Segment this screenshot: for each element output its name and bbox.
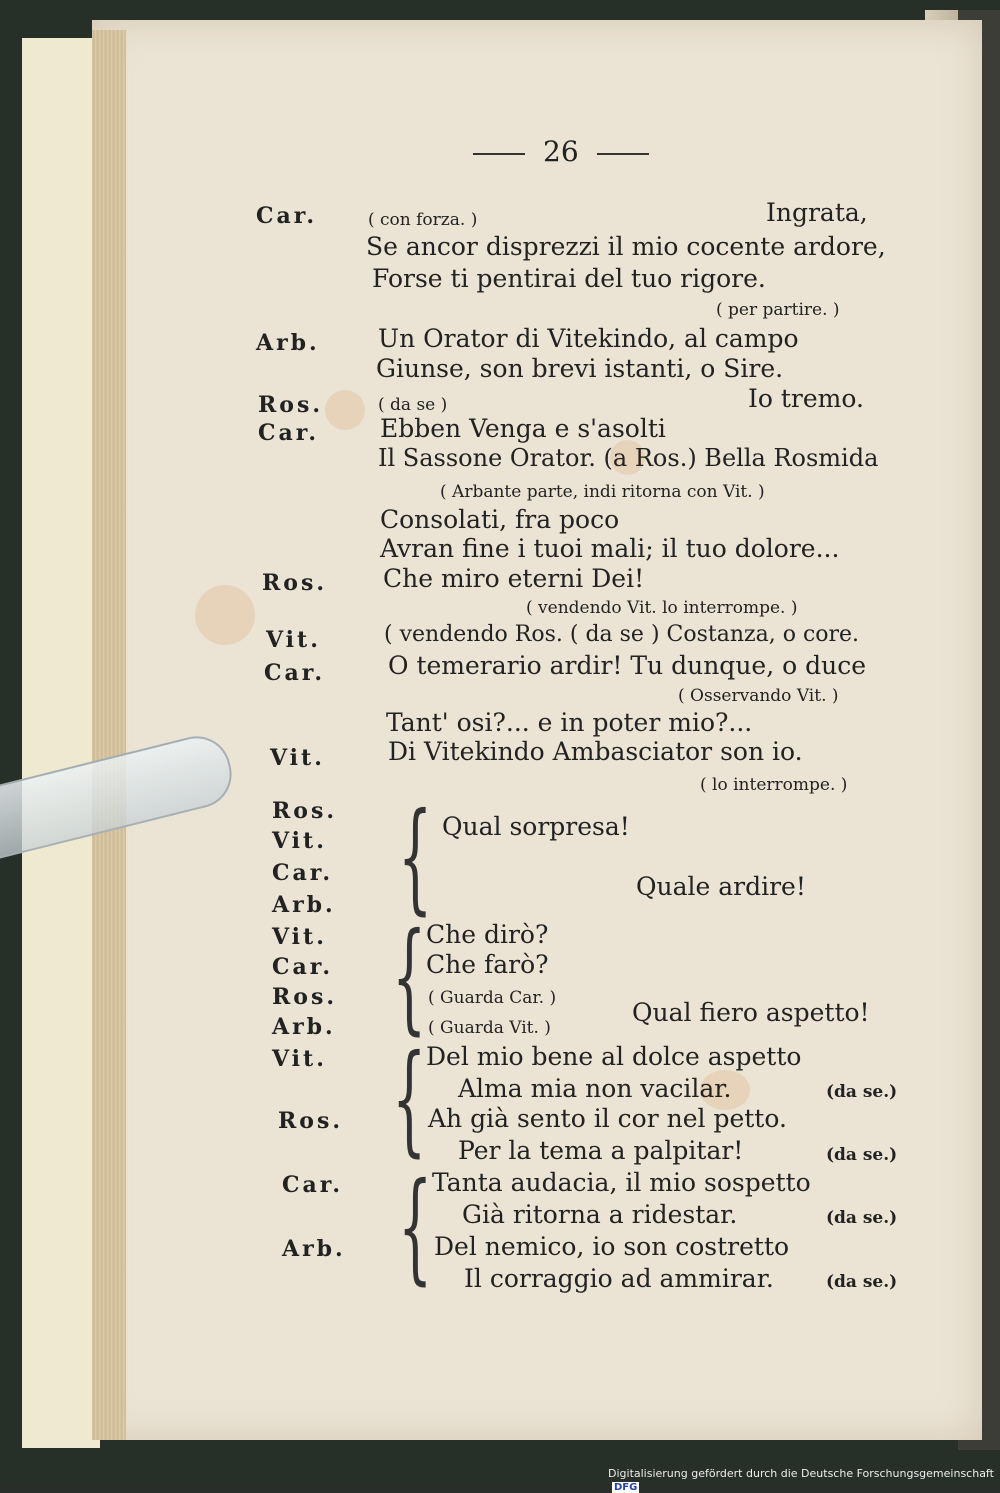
verse-line: Ebben Venga e s'asolti (380, 414, 666, 443)
speaker-label: Vit. (272, 828, 327, 854)
speaker-label: Car. (258, 420, 319, 446)
speaker-label: Vit. (272, 924, 327, 950)
speaker-label: Vit. (272, 1046, 327, 1072)
stage-direction: ( Guarda Car. ) (428, 988, 557, 1008)
speaker-label: Car. (282, 1172, 343, 1198)
digitization-credit: Digitalisierung gefördert durch die Deutsche ForschungsgemeinschaftDFG (608, 1467, 994, 1493)
verse-line: Già ritorna a ridestar. (462, 1200, 738, 1229)
stage-direction: ( da se ) (378, 395, 448, 415)
speaker-label: Vit. (266, 627, 321, 653)
verse-line: Consolati, fra poco (380, 505, 620, 534)
verse-line: Il Sassone Orator. (a Ros.) Bella Rosmida (378, 444, 879, 472)
verse-line: Se ancor disprezzi il mio cocente ardore, (366, 232, 886, 261)
page-number: 26 (455, 135, 667, 168)
verse-line: O temerario ardir! Tu dunque, o duce (388, 651, 867, 680)
facing-page-strip (22, 38, 100, 1448)
stage-direction: (da se.) (826, 1272, 898, 1292)
stage-direction: (da se.) (826, 1082, 898, 1102)
verse-line: Del nemico, io son costretto (434, 1232, 790, 1261)
verse-line: Del mio bene al dolce aspetto (426, 1042, 802, 1071)
stage-direction: ( per partire. ) (716, 300, 840, 320)
speaker-label: Ros. (262, 570, 328, 596)
verse-line: Un Orator di Vitekindo, al campo (378, 324, 799, 353)
speaker-label: Car. (272, 954, 333, 980)
paper-stain (325, 390, 365, 430)
speaker-label: Arb. (272, 892, 336, 918)
verse-line: Quale ardire! (636, 872, 806, 901)
verse-line: ( vendendo Ros. ( da se ) Costanza, o core. (384, 622, 860, 647)
verse-line: Di Vitekindo Ambasciator son io. (388, 737, 803, 766)
verse-line: Ah già sento il cor nel petto. (428, 1104, 787, 1133)
stage-direction: ( vendendo Vit. lo interrompe. ) (526, 598, 798, 618)
verse-line: Il corraggio ad ammirar. (464, 1264, 774, 1293)
verse-line: Che dirò? (426, 920, 549, 949)
stage-direction: ( Arbante parte, indi ritorna con Vit. ) (440, 482, 765, 502)
speaker-label: Vit. (270, 745, 325, 771)
speaker-label: Ros. (272, 798, 338, 824)
speaker-label: Ros. (278, 1108, 344, 1134)
stage-direction: ( Guarda Vit. ) (428, 1018, 551, 1038)
verse-line: Qual fiero aspetto! (632, 998, 870, 1027)
speaker-label: Car. (272, 860, 333, 886)
speaker-label: Arb. (272, 1014, 336, 1040)
ensemble-brace: { (398, 1158, 433, 1297)
verse-line: Io tremo. (748, 384, 864, 413)
speaker-label: Arb. (256, 330, 320, 356)
page-stack-edge (92, 30, 126, 1440)
ensemble-brace: { (392, 1030, 427, 1169)
verse-line: Che farò? (426, 950, 549, 979)
verse-line: Alma mia non vacilar. (458, 1074, 732, 1103)
verse-line: Tanta audacia, il mio sospetto (432, 1168, 811, 1197)
stage-direction: ( Osservando Vit. ) (678, 686, 839, 706)
speaker-label: Arb. (282, 1236, 346, 1262)
verse-line: Per la tema a palpitar! (458, 1136, 744, 1165)
dfg-logo: DFG (614, 1482, 638, 1493)
verse-line: Qual sorpresa! (442, 812, 630, 841)
stage-direction: (da se.) (826, 1208, 898, 1228)
speaker-label: Ros. (272, 984, 338, 1010)
speaker-label: Car. (256, 203, 317, 229)
stage-direction: ( con forza. ) (368, 210, 478, 230)
verse-line: Avran fine i tuoi mali; il tuo dolore... (380, 534, 840, 563)
ensemble-brace: { (398, 788, 433, 927)
verse-line: Tant' osi?... e in poter mio?... (386, 708, 753, 737)
stage-direction: ( lo interrompe. ) (700, 775, 848, 795)
verse-line: Che miro eterni Dei! (383, 564, 645, 593)
speaker-label: Car. (264, 660, 325, 686)
verse-line: Ingrata, (766, 198, 868, 227)
paper-stain (195, 585, 255, 645)
ensemble-brace: { (392, 908, 427, 1047)
verse-line: Giunse, son brevi istanti, o Sire. (376, 354, 784, 383)
speaker-label: Ros. (258, 392, 324, 418)
stage-direction: (da se.) (826, 1145, 898, 1165)
verse-line: Forse ti pentirai del tuo rigore. (372, 264, 766, 293)
